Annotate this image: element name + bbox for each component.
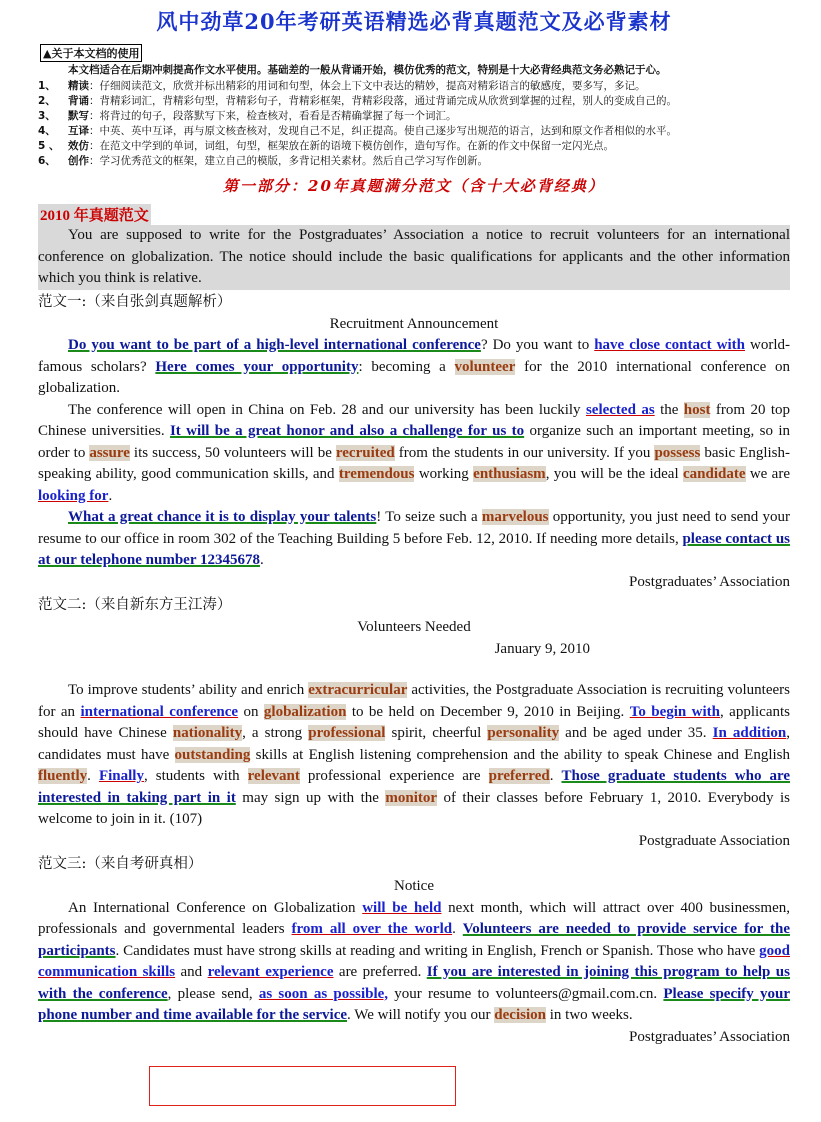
key-phrase: Finally (98, 768, 144, 784)
text-run: basic English-speaking ability, good communication skills, and (38, 444, 790, 482)
usage-step-name: 背诵 (68, 95, 89, 107)
usage-step-number: 2、 (38, 95, 56, 107)
text-run: opportunity, you just need to send your resume to our office in room 302 of the Teaching Building 5 before Feb. 12, 2010. If needing more details, (38, 509, 790, 547)
text-run: are preferred. (333, 964, 427, 980)
essay-prompt: You are supposed to write for the Postgraduates’ Association a notice to recruit volunteers for an international conference on globalization. The notice should include the basic qualifications for applicants and the other information which you think is relative. (38, 225, 790, 290)
text-run: we are (745, 466, 790, 482)
essay1-signature: Postgraduates’ Association (629, 573, 790, 590)
usage-step-number: 3、 (38, 110, 56, 122)
text-run: . (87, 768, 99, 784)
text-run: . (259, 552, 264, 568)
usage-step-body (68, 139, 614, 154)
usage-step (38, 139, 790, 154)
essay2-title: Volunteers Needed (357, 619, 471, 635)
text-run: , candidates must have (38, 725, 790, 763)
usage-step-name: 互译 (68, 125, 89, 137)
text-run: from 20 top Chinese universities. (38, 401, 791, 439)
key-sentence: It will be a great honor and also a challenge for us to (169, 423, 525, 439)
essay1-label: 范文一:（来自张剑真题解析） (38, 293, 232, 310)
text-run: your resume to volunteers@gmail.com.cn. (388, 985, 664, 1002)
highlighted-word: recruited (335, 444, 395, 461)
highlighted-word: marvelous (481, 509, 549, 525)
text-run: to be held on December 9, 2010 in Beijing. (346, 703, 630, 720)
text-run: To improve students’ ability and enrich (68, 682, 309, 698)
usage-step-number: 1、 (38, 80, 56, 92)
text-run: . (452, 921, 463, 937)
text-run: and (175, 964, 208, 980)
text-run: ! To seize such a (376, 509, 482, 525)
text-run: professional experience are (299, 768, 489, 784)
essay2-label: 范文二:（来自新东方王江涛） (38, 597, 232, 613)
usage-step (38, 109, 790, 124)
usage-steps (38, 79, 790, 169)
key-sentence: Volunteers are needed to provide service for the participants (38, 921, 790, 959)
text-run: its success, 50 volunteers will be (129, 444, 336, 461)
essay1-title: Recruitment Announcement (329, 315, 499, 332)
document-title: 风中劲草20年考研英语精选必背真题范文及必背素材 (156, 9, 672, 34)
key-phrase: In addition (712, 725, 787, 741)
text-run: ? Do you want to (480, 337, 595, 353)
essay2-signature: Postgraduate Association (638, 832, 790, 849)
usage-step-body (68, 79, 646, 94)
usage-step (38, 79, 790, 94)
usage-step (38, 94, 790, 109)
usage-section (38, 44, 790, 169)
highlighted-word: host (683, 401, 711, 418)
highlighted-word: candidate (682, 466, 746, 482)
essay3-signature: Postgraduates’ Association (629, 1028, 790, 1045)
highlighted-word: relevant (247, 768, 300, 784)
text-run: from the students in our university. If you (394, 444, 655, 461)
text-run: working (414, 466, 474, 482)
key-sentence: please contact us at our telephone number 12345678 (38, 530, 790, 568)
usage-step (38, 154, 790, 169)
highlighted-word: nationality (172, 725, 243, 741)
key-phrase: looking for (38, 487, 109, 504)
usage-step-body (68, 154, 488, 169)
text-run: , applicants should have Chinese (38, 703, 790, 741)
highlighted-word: fluently (38, 768, 88, 784)
essay2-date: January 9, 2010 (494, 640, 590, 657)
highlighted-word: decision (494, 1007, 546, 1023)
essay1-paragraph (38, 400, 790, 508)
essay3-title: Notice (394, 878, 434, 894)
text-run: spirit, cheerful (385, 725, 488, 741)
key-sentence: What a great chance it is to display your talents (68, 509, 377, 525)
text-run: and be aged under 35. (559, 725, 713, 741)
key-phrase: from all over the world (291, 921, 453, 937)
key-sentence: Please specify your phone number and time available for the service (38, 985, 791, 1023)
highlighted-word: enthusiasm (473, 466, 546, 482)
text-run: next month, which will attract over 400 businessmen, professionals and governmental leaders (38, 899, 790, 937)
text-run: An International Conference on Globalization (68, 899, 363, 916)
text-run: , you will be the ideal (545, 466, 683, 482)
highlighted-word: extracurricular (308, 682, 408, 698)
text-run: . We will notify you our (347, 1007, 495, 1023)
key-sentence: Do you want to be part of a high-level international conference (68, 337, 481, 353)
key-phrase: good communication skills (38, 942, 790, 980)
key-phrase: international conference (80, 703, 239, 720)
usage-step-text: ：将背过的句子，段落默写下来，检查核对，看看是否精确掌握了每一个词汇。 (89, 110, 457, 122)
usage-step-number: 4、 (38, 125, 56, 137)
highlighted-word: professional (308, 725, 386, 741)
highlighted-word: assure (89, 444, 130, 461)
usage-step-text: ：背精彩词汇，背精彩句型，背精彩句子，背精彩框架，背精彩段落，通过背诵完成从欣赏到掌握的过程，别人的变成自己的。 (89, 95, 677, 107)
essay3-label: 范文三:（来自考研真相） (38, 856, 203, 872)
usage-step-body (68, 124, 677, 139)
usage-step-name: 创作 (68, 155, 89, 167)
key-phrase: will be held (362, 899, 442, 916)
text-run: . Candidates must have strong skills at reading and writing in English, French or Spanish. Those who have (115, 942, 760, 959)
highlighted-word: preferred (488, 768, 550, 784)
usage-step-number: 5 、 (38, 140, 60, 152)
usage-step-name: 精读 (68, 80, 89, 92)
text-run: for the 2010 international conference on globalization. (38, 358, 791, 396)
text-run: , students with (143, 768, 248, 784)
usage-step-text: ：中英、英中互译，再与原文核查核对，发现自己不足，纠正提高。使自己逐步写出规范的语言，达到和原文作者相似的水平。 (89, 125, 677, 137)
key-phrase: relevant experience (207, 964, 334, 980)
key-phrase: have close contact with (594, 337, 745, 353)
text-run: skills at English listening comprehension and the ability to speak Chinese and English (250, 746, 791, 763)
key-phrase: selected as (585, 401, 655, 418)
year-label: 2010 年真题范文 (38, 204, 151, 225)
text-run: The conference will open in China on Feb. 28 and our university has been luckily (68, 401, 586, 418)
key-sentence: Here comes your opportunity (155, 358, 359, 375)
usage-intro: 本文档适合在后期冲刺提高作文水平使用。基础差的一般从背诵开始，模仿优秀的范文，特别是十大必背经典范文务必熟记于心。 (68, 64, 667, 76)
key-sentence: If you are interested in joining this program to help us with the conference (38, 964, 790, 1002)
text-run: organize such an important meeting, so in order to (38, 423, 790, 461)
usage-step-number: 6、 (38, 155, 56, 167)
text-run: , a strong (242, 725, 309, 741)
text-run: in two weeks. (545, 1007, 633, 1023)
essay1-paragraph (38, 335, 790, 400)
text-run: world-famous scholars? (38, 337, 790, 375)
usage-step (38, 124, 790, 139)
spacer (38, 660, 790, 680)
usage-step-text: ：在范文中学到的单词，词组，句型，框架放在新的语境下模仿创作，造句写作。在新的作文中保留一定闪光点。 (89, 140, 614, 152)
key-sentence: Those graduate students who are interested in taking part in it (38, 768, 791, 806)
highlighted-word: tremendous (338, 466, 415, 482)
highlighted-word: outstanding (174, 746, 251, 763)
text-run: activities, the Postgraduate Association is recruiting volunteers for an (38, 682, 790, 720)
usage-step-text: ：仔细阅读范文，欣赏并标出精彩的用词和句型，体会上下文中表达的精妙，提高对精彩语言的敏感度，要多写，多记。 (89, 80, 646, 92)
highlighted-word: personality (487, 725, 560, 741)
text-run: of their classes before February 1, 2010. Everybody is welcome to join in it. (107) (38, 789, 790, 827)
usage-heading: ▲关于本文档的使用 (40, 44, 142, 62)
text-run: , please send, (167, 985, 259, 1002)
text-run: may sign up with the (235, 789, 386, 806)
highlighted-word: globalization (263, 703, 347, 720)
text-run: the (654, 401, 684, 418)
usage-step-name: 默写 (68, 110, 89, 122)
highlighted-word: monitor (385, 789, 438, 806)
text-run: . (108, 487, 113, 504)
usage-step-name: 效仿 (68, 140, 89, 152)
highlighted-word: possess (654, 444, 701, 461)
document-page (38, 6, 790, 1048)
text-run: . (549, 768, 562, 784)
text-run: on (238, 703, 264, 720)
essay2-paragraph (38, 680, 790, 831)
usage-step-text: ：学习优秀范文的框架，建立自己的模版，多背记相关素材。然后自己学习写作创新。 (89, 155, 488, 167)
key-phrase: as soon as possible, (258, 985, 389, 1002)
text-run: : becoming a (358, 358, 455, 375)
key-phrase: To begin with (629, 703, 720, 720)
highlighted-word: volunteer (454, 358, 516, 375)
essay3-paragraph (38, 898, 790, 1027)
red-annotation-box (149, 1066, 456, 1106)
usage-step-body (68, 109, 457, 124)
essay1-paragraph (38, 507, 790, 572)
usage-step-body (68, 94, 677, 109)
part-title: 第一部分：20年真题满分范文（含十大必背经典） (223, 177, 605, 195)
